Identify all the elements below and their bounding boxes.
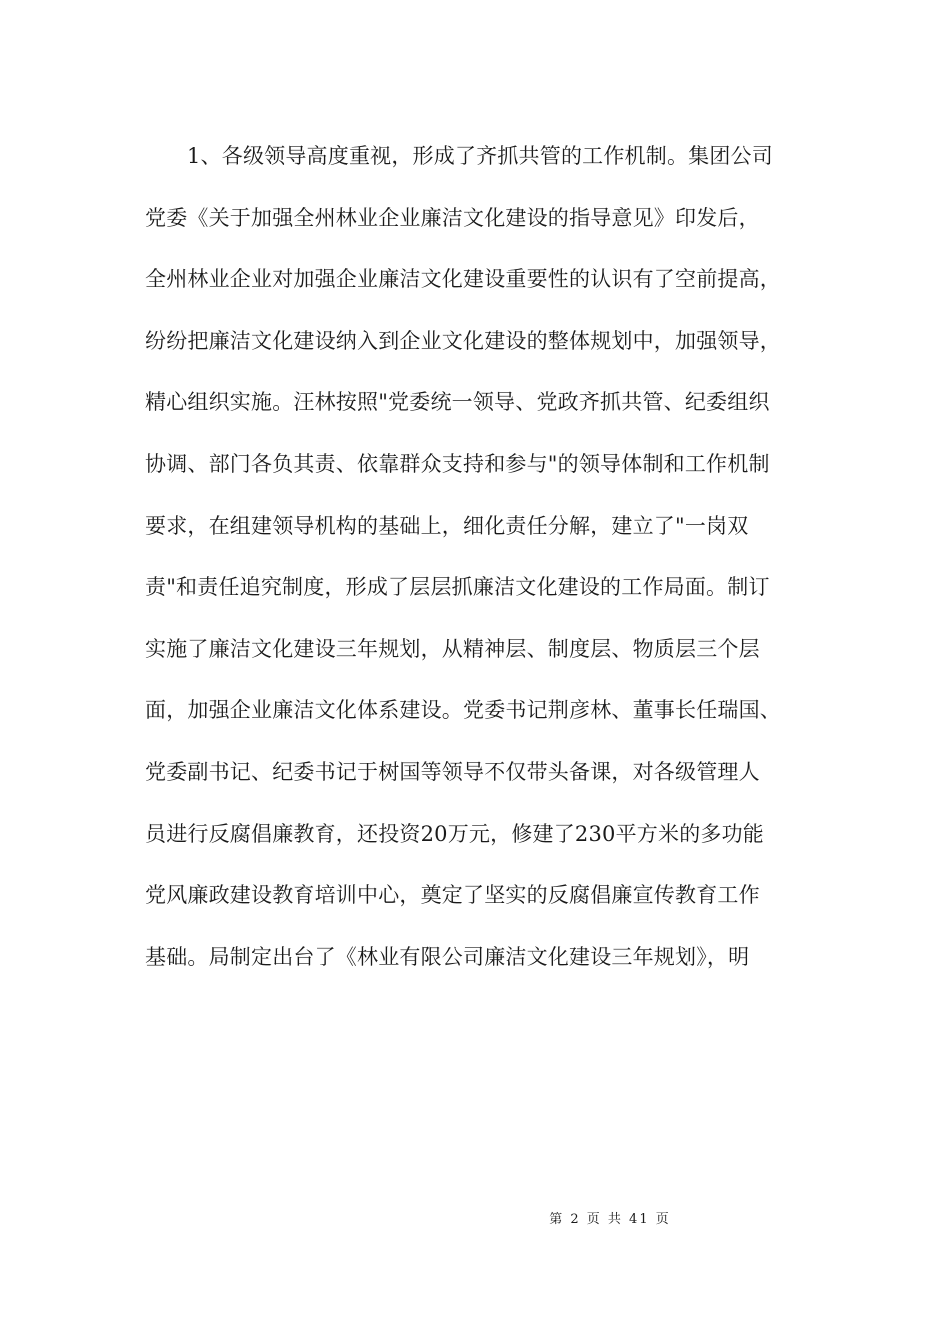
text-line: 纷纷把廉洁文化建设纳入到企业文化建设的整体规划中，加强领导， xyxy=(145,328,781,353)
text-line: 员进行反腐倡廉教育，还投资20万元，修建了230平方米的多功能 xyxy=(145,821,765,846)
body-text xyxy=(145,136,815,998)
text-line: 责"和责任追究制度，形成了层层抓廉洁文化建设的工作局面。制订 xyxy=(145,575,770,600)
text-line: 协调、部门各负其责、依靠群众支持和参与"的领导体制和工作机制 xyxy=(145,451,770,476)
text-line: 面，加强企业廉洁文化体系建设。党委书记荆彦林、董事长任瑞国、 xyxy=(145,698,781,723)
text-line: 实施了廉洁文化建设三年规划，从精神层、制度层、物质层三个层 xyxy=(145,636,760,661)
text-line: 党委副书记、纪委书记于树国等领导不仅带头备课，对各级管理人 xyxy=(145,759,760,784)
text-line: 精心组织实施。汪林按照"党委统一领导、党政齐抓共管、纪委组织 xyxy=(145,390,770,415)
text-line: 1、各级领导高度重视，形成了齐抓共管的工作机制。集团公司 xyxy=(187,144,773,168)
text-line: 党委《关于加强全州林业企业廉洁文化建设的指导意见》印发后， xyxy=(145,205,760,230)
page-number-footer: 第 2 页 共 41 页 xyxy=(549,1212,671,1227)
text-line: 要求，在组建领导机构的基础上，细化责任分解，建立了"一岗双 xyxy=(145,513,749,538)
text-line: 全州林业企业对加强企业廉洁文化建设重要性的认识有了空前提高， xyxy=(145,267,781,292)
text-line: 基础。局制定出台了《林业有限公司廉洁文化建设三年规划》，明 xyxy=(145,944,750,969)
text-line: 党风廉政建设教育培训中心，奠定了坚实的反腐倡廉宣传教育工作 xyxy=(145,883,760,908)
